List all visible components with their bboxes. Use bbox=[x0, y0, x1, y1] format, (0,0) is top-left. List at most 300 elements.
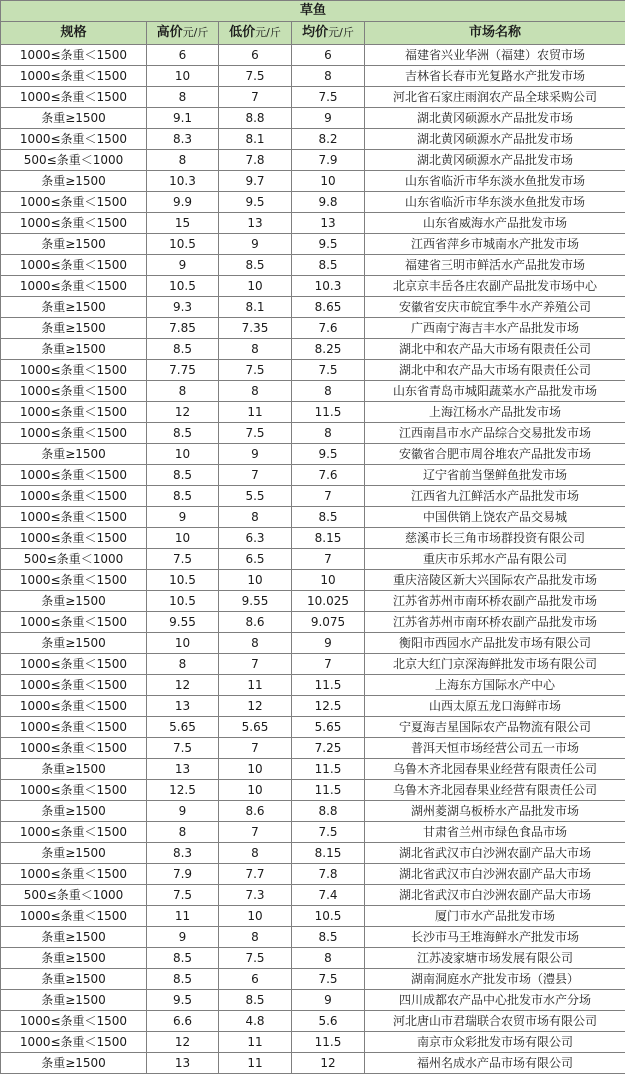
cell-low: 10 bbox=[219, 570, 292, 591]
cell-spec: 1000≤条重＜1500 bbox=[1, 87, 147, 108]
cell-high: 8.5 bbox=[147, 969, 219, 990]
cell-high: 8 bbox=[147, 87, 219, 108]
cell-market: 湖北中和农产品大市场有限责任公司 bbox=[365, 339, 625, 360]
cell-high: 9 bbox=[147, 927, 219, 948]
table-row bbox=[1, 276, 625, 297]
table-row bbox=[1, 990, 625, 1011]
cell-high: 9.9 bbox=[147, 192, 219, 213]
cell-spec: 1000≤条重＜1500 bbox=[1, 864, 147, 885]
table-row bbox=[1, 507, 625, 528]
cell-avg: 8 bbox=[292, 66, 365, 87]
cell-spec: 1000≤条重＜1500 bbox=[1, 276, 147, 297]
cell-high: 8.5 bbox=[147, 948, 219, 969]
table-row bbox=[1, 213, 625, 234]
header-row bbox=[1, 22, 625, 45]
cell-low: 6 bbox=[219, 45, 292, 66]
cell-low: 9.5 bbox=[219, 192, 292, 213]
cell-avg: 7.4 bbox=[292, 885, 365, 906]
cell-spec: 1000≤条重＜1500 bbox=[1, 906, 147, 927]
cell-high: 8.3 bbox=[147, 843, 219, 864]
cell-spec: 条重≥1500 bbox=[1, 171, 147, 192]
cell-low: 7 bbox=[219, 465, 292, 486]
cell-low: 10 bbox=[219, 759, 292, 780]
cell-market: 上海江杨水产品批发市场 bbox=[365, 402, 625, 423]
table-row bbox=[1, 129, 625, 150]
cell-high: 7.5 bbox=[147, 549, 219, 570]
cell-spec: 条重≥1500 bbox=[1, 339, 147, 360]
table-row bbox=[1, 675, 625, 696]
table-row bbox=[1, 381, 625, 402]
cell-market: 重庆市乐邦水产品有限公司 bbox=[365, 549, 625, 570]
cell-avg: 7.5 bbox=[292, 360, 365, 381]
table-row bbox=[1, 549, 625, 570]
cell-avg: 8.5 bbox=[292, 255, 365, 276]
cell-spec: 1000≤条重＜1500 bbox=[1, 45, 147, 66]
cell-market: 宁夏海吉星国际农产品物流有限公司 bbox=[365, 717, 625, 738]
cell-spec: 1000≤条重＜1500 bbox=[1, 570, 147, 591]
cell-low: 9.55 bbox=[219, 591, 292, 612]
cell-low: 7.5 bbox=[219, 360, 292, 381]
cell-low: 11 bbox=[219, 1053, 292, 1074]
cell-low: 8 bbox=[219, 339, 292, 360]
cell-market: 湖北省武汉市白沙洲农副产品大市场 bbox=[365, 843, 625, 864]
cell-high: 8.5 bbox=[147, 486, 219, 507]
table-row bbox=[1, 45, 625, 66]
table-row bbox=[1, 885, 625, 906]
cell-high: 8 bbox=[147, 822, 219, 843]
cell-spec: 条重≥1500 bbox=[1, 591, 147, 612]
cell-spec: 条重≥1500 bbox=[1, 1053, 147, 1074]
cell-market: 上海东方国际水产中心 bbox=[365, 675, 625, 696]
cell-low: 6.5 bbox=[219, 549, 292, 570]
cell-market: 山东省临沂市华东淡水鱼批发市场 bbox=[365, 171, 625, 192]
cell-low: 11 bbox=[219, 1032, 292, 1053]
cell-avg: 7.5 bbox=[292, 969, 365, 990]
table-row bbox=[1, 738, 625, 759]
header-avg-unit: 元/斤 bbox=[328, 26, 354, 39]
cell-market: 福州名成水产品市场有限公司 bbox=[365, 1053, 625, 1074]
cell-spec: 条重≥1500 bbox=[1, 969, 147, 990]
cell-high: 11 bbox=[147, 906, 219, 927]
table-row bbox=[1, 171, 625, 192]
cell-spec: 1000≤条重＜1500 bbox=[1, 1011, 147, 1032]
cell-market: 湖北省武汉市白沙洲农副产品大市场 bbox=[365, 864, 625, 885]
cell-market: 北京大红门京深海鲜批发市场有限公司 bbox=[365, 654, 625, 675]
cell-low: 7.5 bbox=[219, 423, 292, 444]
cell-low: 11 bbox=[219, 675, 292, 696]
cell-avg: 7.25 bbox=[292, 738, 365, 759]
cell-avg: 12 bbox=[292, 1053, 365, 1074]
cell-market: 衡阳市西园水产品批发市场有限公司 bbox=[365, 633, 625, 654]
cell-spec: 条重≥1500 bbox=[1, 108, 147, 129]
header-low bbox=[219, 22, 292, 45]
cell-high: 10.5 bbox=[147, 591, 219, 612]
cell-high: 9.3 bbox=[147, 297, 219, 318]
table-row bbox=[1, 192, 625, 213]
cell-high: 10 bbox=[147, 444, 219, 465]
cell-high: 8.5 bbox=[147, 423, 219, 444]
cell-market: 湖北黄冈硕源水产品批发市场 bbox=[365, 150, 625, 171]
cell-spec: 条重≥1500 bbox=[1, 234, 147, 255]
cell-market: 安徽省安庆市皖宜季牛水产养殖公司 bbox=[365, 297, 625, 318]
cell-avg: 7.6 bbox=[292, 465, 365, 486]
cell-low: 11 bbox=[219, 402, 292, 423]
cell-high: 10 bbox=[147, 528, 219, 549]
table-body bbox=[1, 45, 625, 1074]
cell-spec: 条重≥1500 bbox=[1, 843, 147, 864]
table-row bbox=[1, 570, 625, 591]
cell-market: 普洱天恒市场经营公司五一市场 bbox=[365, 738, 625, 759]
cell-high: 7.9 bbox=[147, 864, 219, 885]
cell-high: 9.55 bbox=[147, 612, 219, 633]
cell-avg: 11.5 bbox=[292, 759, 365, 780]
cell-low: 5.65 bbox=[219, 717, 292, 738]
cell-spec: 1000≤条重＜1500 bbox=[1, 822, 147, 843]
cell-spec: 1000≤条重＜1500 bbox=[1, 255, 147, 276]
cell-low: 8 bbox=[219, 381, 292, 402]
cell-low: 8 bbox=[219, 843, 292, 864]
cell-avg: 8.65 bbox=[292, 297, 365, 318]
table-row bbox=[1, 1032, 625, 1053]
cell-low: 9.7 bbox=[219, 171, 292, 192]
cell-market: 湖南洞庭水产批发市场（澧县） bbox=[365, 969, 625, 990]
cell-high: 12.5 bbox=[147, 780, 219, 801]
cell-spec: 1000≤条重＜1500 bbox=[1, 675, 147, 696]
cell-market: 山西太原五龙口海鲜市场 bbox=[365, 696, 625, 717]
cell-low: 8.1 bbox=[219, 297, 292, 318]
cell-low: 13 bbox=[219, 213, 292, 234]
cell-high: 12 bbox=[147, 402, 219, 423]
cell-avg: 10.5 bbox=[292, 906, 365, 927]
cell-spec: 1000≤条重＜1500 bbox=[1, 129, 147, 150]
table-row bbox=[1, 423, 625, 444]
cell-market: 南京市众彩批发市场有限公司 bbox=[365, 1032, 625, 1053]
cell-market: 江苏省苏州市南环桥农副产品批发市场 bbox=[365, 612, 625, 633]
cell-low: 10 bbox=[219, 276, 292, 297]
cell-low: 4.8 bbox=[219, 1011, 292, 1032]
cell-avg: 9.5 bbox=[292, 234, 365, 255]
cell-avg: 7.5 bbox=[292, 822, 365, 843]
cell-high: 12 bbox=[147, 675, 219, 696]
header-low-unit: 元/斤 bbox=[255, 26, 281, 39]
cell-spec: 1000≤条重＜1500 bbox=[1, 486, 147, 507]
cell-avg: 8.5 bbox=[292, 507, 365, 528]
cell-high: 8 bbox=[147, 654, 219, 675]
cell-low: 8.6 bbox=[219, 612, 292, 633]
cell-high: 7.85 bbox=[147, 318, 219, 339]
cell-market: 湖州菱湖乌板桥水产品批发市场 bbox=[365, 801, 625, 822]
cell-market: 山东省威海水产品批发市场 bbox=[365, 213, 625, 234]
cell-market: 山东省青岛市城阳蔬菜水产品批发市场 bbox=[365, 381, 625, 402]
cell-market: 辽宁省前当堡鲜鱼批发市场 bbox=[365, 465, 625, 486]
cell-low: 6 bbox=[219, 969, 292, 990]
cell-low: 7.8 bbox=[219, 150, 292, 171]
cell-market: 四川成都农产品中心批发市水产分场 bbox=[365, 990, 625, 1011]
cell-market: 江西省萍乡市城南水产批发市场 bbox=[365, 234, 625, 255]
table-row bbox=[1, 234, 625, 255]
cell-avg: 7.5 bbox=[292, 87, 365, 108]
cell-high: 9 bbox=[147, 255, 219, 276]
cell-avg: 8 bbox=[292, 423, 365, 444]
cell-spec: 1000≤条重＜1500 bbox=[1, 360, 147, 381]
cell-avg: 10.025 bbox=[292, 591, 365, 612]
header-high bbox=[147, 22, 219, 45]
cell-low: 6.3 bbox=[219, 528, 292, 549]
cell-avg: 9.075 bbox=[292, 612, 365, 633]
cell-high: 8 bbox=[147, 150, 219, 171]
cell-avg: 7 bbox=[292, 549, 365, 570]
header-high-label: 高价 bbox=[157, 25, 183, 40]
cell-spec: 1000≤条重＜1500 bbox=[1, 192, 147, 213]
cell-avg: 8.15 bbox=[292, 843, 365, 864]
cell-high: 8.3 bbox=[147, 129, 219, 150]
cell-spec: 1000≤条重＜1500 bbox=[1, 507, 147, 528]
cell-low: 7.5 bbox=[219, 948, 292, 969]
table-row bbox=[1, 633, 625, 654]
cell-spec: 1000≤条重＜1500 bbox=[1, 612, 147, 633]
table-row bbox=[1, 486, 625, 507]
cell-market: 江苏省苏州市南环桥农副产品批发市场 bbox=[365, 591, 625, 612]
table-row bbox=[1, 360, 625, 381]
cell-market: 慈溪市长三角市场群投资有限公司 bbox=[365, 528, 625, 549]
cell-market: 吉林省长春市光复路水产批发市场 bbox=[365, 66, 625, 87]
cell-spec: 1000≤条重＜1500 bbox=[1, 381, 147, 402]
cell-spec: 1000≤条重＜1500 bbox=[1, 654, 147, 675]
cell-spec: 条重≥1500 bbox=[1, 801, 147, 822]
header-avg-label: 均价 bbox=[302, 25, 328, 40]
cell-low: 8.8 bbox=[219, 108, 292, 129]
cell-spec: 条重≥1500 bbox=[1, 927, 147, 948]
cell-market: 河北唐山市君瑞联合农贸市场有限公司 bbox=[365, 1011, 625, 1032]
cell-high: 12 bbox=[147, 1032, 219, 1053]
cell-high: 6.6 bbox=[147, 1011, 219, 1032]
cell-market: 湖北省武汉市白沙洲农副产品大市场 bbox=[365, 885, 625, 906]
cell-high: 9.1 bbox=[147, 108, 219, 129]
cell-high: 13 bbox=[147, 759, 219, 780]
cell-high: 8.5 bbox=[147, 339, 219, 360]
cell-high: 10 bbox=[147, 66, 219, 87]
cell-avg: 9 bbox=[292, 633, 365, 654]
cell-high: 6 bbox=[147, 45, 219, 66]
cell-spec: 条重≥1500 bbox=[1, 318, 147, 339]
cell-low: 7 bbox=[219, 87, 292, 108]
table-row bbox=[1, 108, 625, 129]
cell-low: 7.5 bbox=[219, 66, 292, 87]
cell-avg: 7 bbox=[292, 486, 365, 507]
table-row bbox=[1, 864, 625, 885]
cell-low: 10 bbox=[219, 906, 292, 927]
cell-spec: 条重≥1500 bbox=[1, 633, 147, 654]
table-row bbox=[1, 87, 625, 108]
table-row bbox=[1, 654, 625, 675]
cell-avg: 8.5 bbox=[292, 927, 365, 948]
cell-low: 7.7 bbox=[219, 864, 292, 885]
cell-spec: 1000≤条重＜1500 bbox=[1, 423, 147, 444]
table-row bbox=[1, 339, 625, 360]
cell-market: 江西南昌市水产品综合交易批发市场 bbox=[365, 423, 625, 444]
cell-market: 北京京丰岳各庄农副产品批发市场中心 bbox=[365, 276, 625, 297]
cell-low: 8.1 bbox=[219, 129, 292, 150]
cell-avg: 8.15 bbox=[292, 528, 365, 549]
cell-low: 12 bbox=[219, 696, 292, 717]
table-row bbox=[1, 717, 625, 738]
cell-high: 10 bbox=[147, 633, 219, 654]
cell-low: 7.35 bbox=[219, 318, 292, 339]
table-row bbox=[1, 1011, 625, 1032]
cell-high: 5.65 bbox=[147, 717, 219, 738]
header-spec: 规格 bbox=[1, 22, 147, 45]
cell-low: 8 bbox=[219, 633, 292, 654]
cell-high: 9.5 bbox=[147, 990, 219, 1011]
cell-spec: 1000≤条重＜1500 bbox=[1, 213, 147, 234]
cell-avg: 10.3 bbox=[292, 276, 365, 297]
cell-spec: 1000≤条重＜1500 bbox=[1, 402, 147, 423]
cell-spec: 1000≤条重＜1500 bbox=[1, 780, 147, 801]
header-market: 市场名称 bbox=[365, 22, 625, 45]
cell-low: 8.6 bbox=[219, 801, 292, 822]
cell-spec: 条重≥1500 bbox=[1, 297, 147, 318]
cell-spec: 500≤条重＜1000 bbox=[1, 150, 147, 171]
cell-market: 江西省九江鲜活水产品批发市场 bbox=[365, 486, 625, 507]
table-row bbox=[1, 402, 625, 423]
cell-low: 10 bbox=[219, 780, 292, 801]
cell-market: 湖北黄冈硕源水产品批发市场 bbox=[365, 108, 625, 129]
cell-market: 湖北中和农产品大市场有限责任公司 bbox=[365, 360, 625, 381]
cell-spec: 1000≤条重＜1500 bbox=[1, 1032, 147, 1053]
cell-low: 8 bbox=[219, 927, 292, 948]
cell-spec: 条重≥1500 bbox=[1, 759, 147, 780]
cell-low: 8.5 bbox=[219, 255, 292, 276]
cell-low: 9 bbox=[219, 444, 292, 465]
cell-avg: 11.5 bbox=[292, 1032, 365, 1053]
cell-avg: 6 bbox=[292, 45, 365, 66]
cell-low: 7 bbox=[219, 654, 292, 675]
cell-avg: 8.25 bbox=[292, 339, 365, 360]
cell-low: 8 bbox=[219, 507, 292, 528]
cell-avg: 8 bbox=[292, 948, 365, 969]
header-low-label: 低价 bbox=[229, 25, 255, 40]
cell-market: 乌鲁木齐北园春果业经营有限责任公司 bbox=[365, 759, 625, 780]
table-row bbox=[1, 843, 625, 864]
table-row bbox=[1, 444, 625, 465]
cell-high: 10.5 bbox=[147, 234, 219, 255]
cell-spec: 1000≤条重＜1500 bbox=[1, 528, 147, 549]
header-avg bbox=[292, 22, 365, 45]
table-row bbox=[1, 591, 625, 612]
table-row bbox=[1, 150, 625, 171]
cell-low: 5.5 bbox=[219, 486, 292, 507]
cell-avg: 7 bbox=[292, 654, 365, 675]
table-row bbox=[1, 612, 625, 633]
cell-high: 10.3 bbox=[147, 171, 219, 192]
cell-avg: 11.5 bbox=[292, 675, 365, 696]
header-high-unit: 元/斤 bbox=[183, 26, 209, 39]
cell-market: 安徽省合肥市周谷堆农产品批发市场 bbox=[365, 444, 625, 465]
cell-spec: 1000≤条重＜1500 bbox=[1, 717, 147, 738]
table-row bbox=[1, 927, 625, 948]
cell-market: 厦门市水产品批发市场 bbox=[365, 906, 625, 927]
cell-spec: 500≤条重＜1000 bbox=[1, 549, 147, 570]
cell-market: 湖北黄冈硕源水产品批发市场 bbox=[365, 129, 625, 150]
title-row bbox=[1, 1, 625, 22]
cell-avg: 9 bbox=[292, 990, 365, 1011]
cell-avg: 10 bbox=[292, 171, 365, 192]
table-row bbox=[1, 318, 625, 339]
cell-market: 福建省兴业华洲（福建）农贸市场 bbox=[365, 45, 625, 66]
cell-high: 8.5 bbox=[147, 465, 219, 486]
cell-low: 9 bbox=[219, 234, 292, 255]
cell-avg: 11.5 bbox=[292, 402, 365, 423]
table-row bbox=[1, 948, 625, 969]
cell-market: 重庆涪陵区新大兴国际农产品批发市场 bbox=[365, 570, 625, 591]
table-row bbox=[1, 528, 625, 549]
cell-high: 13 bbox=[147, 1053, 219, 1074]
cell-avg: 5.65 bbox=[292, 717, 365, 738]
cell-high: 7.5 bbox=[147, 885, 219, 906]
cell-avg: 5.6 bbox=[292, 1011, 365, 1032]
cell-spec: 条重≥1500 bbox=[1, 948, 147, 969]
cell-high: 8 bbox=[147, 381, 219, 402]
cell-avg: 13 bbox=[292, 213, 365, 234]
table-row bbox=[1, 66, 625, 87]
cell-high: 15 bbox=[147, 213, 219, 234]
table-row bbox=[1, 759, 625, 780]
cell-market: 河北省石家庄雨润农产品全球采购公司 bbox=[365, 87, 625, 108]
cell-market: 长沙市马王堆海鲜水产批发市场 bbox=[365, 927, 625, 948]
table-row bbox=[1, 1053, 625, 1074]
cell-avg: 8 bbox=[292, 381, 365, 402]
cell-avg: 11.5 bbox=[292, 780, 365, 801]
cell-low: 8.5 bbox=[219, 990, 292, 1011]
cell-avg: 9.8 bbox=[292, 192, 365, 213]
cell-avg: 7.6 bbox=[292, 318, 365, 339]
cell-market: 福建省三明市鲜活水产品批发市场 bbox=[365, 255, 625, 276]
table-row bbox=[1, 255, 625, 276]
table-row bbox=[1, 780, 625, 801]
cell-spec: 500≤条重＜1000 bbox=[1, 885, 147, 906]
cell-high: 7.5 bbox=[147, 738, 219, 759]
cell-high: 13 bbox=[147, 696, 219, 717]
cell-avg: 10 bbox=[292, 570, 365, 591]
cell-market: 江苏凌家塘市场发展有限公司 bbox=[365, 948, 625, 969]
cell-market: 广西南宁海吉丰水产品批发市场 bbox=[365, 318, 625, 339]
cell-market: 中国供销上饶农产品交易城 bbox=[365, 507, 625, 528]
table-row bbox=[1, 906, 625, 927]
cell-spec: 1000≤条重＜1500 bbox=[1, 465, 147, 486]
table-row bbox=[1, 297, 625, 318]
cell-avg: 12.5 bbox=[292, 696, 365, 717]
cell-avg: 8.2 bbox=[292, 129, 365, 150]
cell-avg: 8.8 bbox=[292, 801, 365, 822]
cell-market: 乌鲁木齐北园春果业经营有限责任公司 bbox=[365, 780, 625, 801]
cell-low: 7 bbox=[219, 822, 292, 843]
table-row bbox=[1, 465, 625, 486]
cell-spec: 条重≥1500 bbox=[1, 990, 147, 1011]
table-row bbox=[1, 969, 625, 990]
cell-spec: 1000≤条重＜1500 bbox=[1, 66, 147, 87]
cell-market: 山东省临沂市华东淡水鱼批发市场 bbox=[365, 192, 625, 213]
cell-avg: 7.9 bbox=[292, 150, 365, 171]
cell-high: 10.5 bbox=[147, 276, 219, 297]
cell-spec: 1000≤条重＜1500 bbox=[1, 738, 147, 759]
cell-high: 7.75 bbox=[147, 360, 219, 381]
cell-high: 9 bbox=[147, 507, 219, 528]
cell-spec: 条重≥1500 bbox=[1, 444, 147, 465]
cell-high: 9 bbox=[147, 801, 219, 822]
cell-avg: 9.5 bbox=[292, 444, 365, 465]
table-row bbox=[1, 696, 625, 717]
cell-low: 7 bbox=[219, 738, 292, 759]
